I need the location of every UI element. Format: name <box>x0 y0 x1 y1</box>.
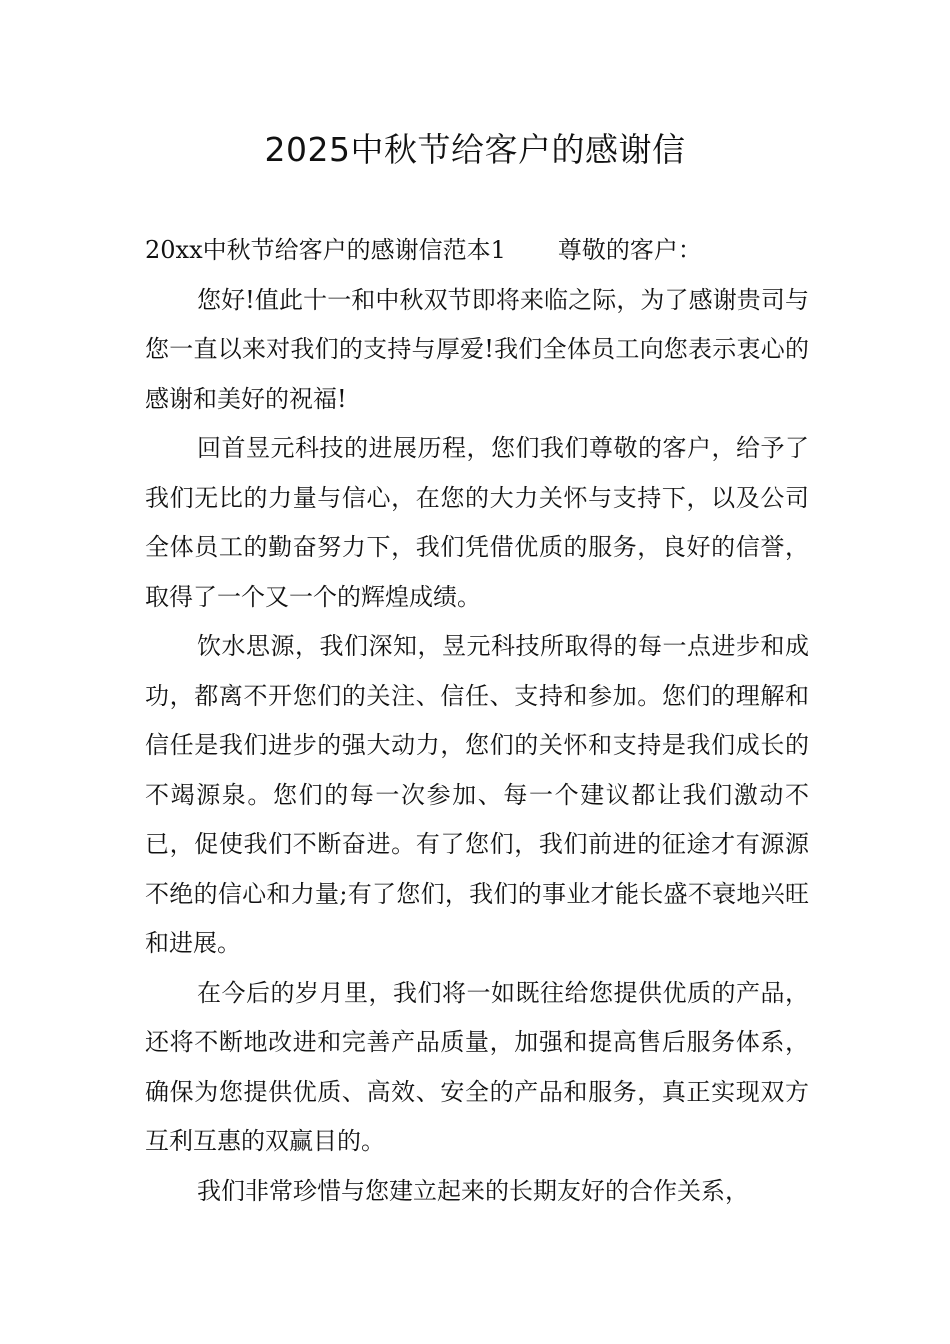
salutation: 尊敬的客户： <box>557 236 702 264</box>
paragraph-3: 饮水思源，我们深知，昱元科技所取得的每一点进步和成功，都离不开您们的关注、信任、支持和参加。您们的理解和信任是我们进步的强大动力，您们的关怀和支持是我们成长的不竭源泉。您们的每一次参加、每一个建议都让我们激动不已，促使我们不断奋进。有了您们，我们前进的征途才有源源不绝的信心和力量;有了您们，我们的事业才能长盛不衰地兴旺和进展。 <box>145 632 809 957</box>
intro-heading: 20xx中秋节给客户的感谢信范本1 <box>145 236 506 264</box>
intro-line <box>145 226 809 276</box>
document-body <box>145 226 809 1216</box>
document-title: 2025中秋节给客户的感谢信 <box>264 130 686 169</box>
paragraph-4: 在今后的岁月里，我们将一如既往给您提供优质的产品，还将不断地改进和完善产品质量，加强和提高售后服务体系，确保为您提供优质、高效、安全的产品和服务，真正实现双方互利互惠的双赢目的。 <box>145 978 809 1155</box>
paragraph-1: 您好!值此十一和中秋双节即将来临之际，为了感谢贵司与您一直以来对我们的支持与厚爱!我们全体员工向您表示衷心的感谢和美好的祝福! <box>145 285 809 413</box>
paragraph-2: 回首昱元科技的进展历程，您们我们尊敬的客户，给予了我们无比的力量与信心，在您的大力关怀与支持下，以及公司全体员工的勤奋努力下，我们凭借优质的服务，良好的信誉，取得了一个又一个的辉煌成绩。 <box>145 434 809 611</box>
paragraph-5: 我们非常珍惜与您建立起来的长期友好的合作关系， <box>197 1176 749 1205</box>
